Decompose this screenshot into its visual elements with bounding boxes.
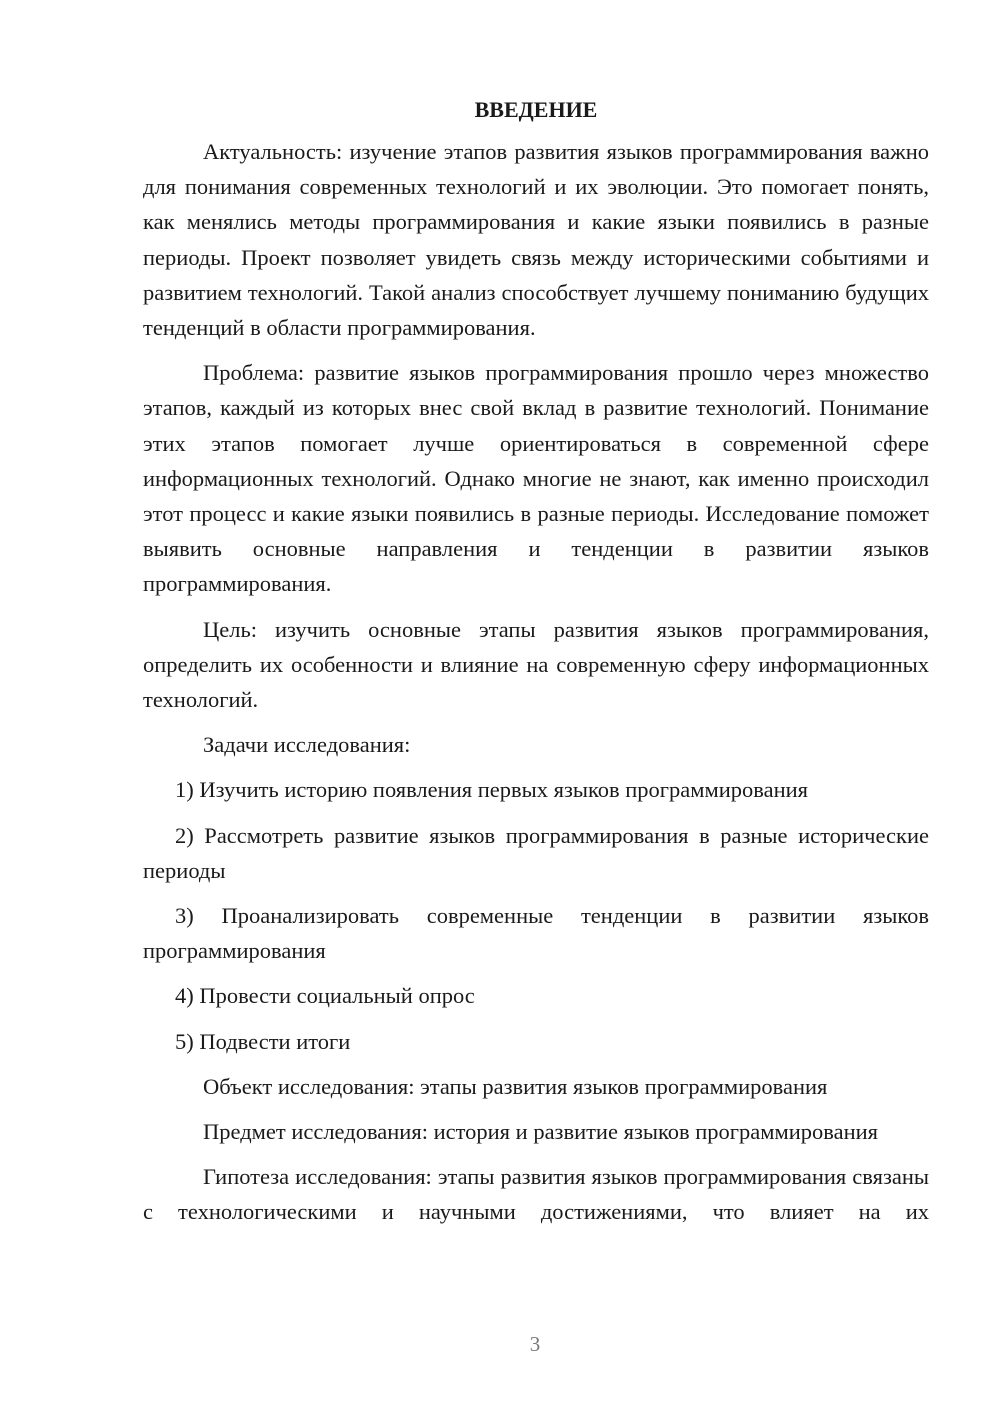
- task-item-3: 3) Проанализировать современные тенденции в развитии языков программирования: [143, 903, 929, 964]
- tasks-list: [143, 772, 929, 1058]
- task-item-1: 1) Изучить историю появления первых языков программирования: [175, 777, 809, 803]
- problem-paragraph: Проблема: развитие языков программирования прошло через множество этапов, каждый из которых внес свой вклад в развитие технологий. Понимание этих этапов помогает лучше ориентироваться в современной сфере информационных технологий. Однако многие не знают, как именно происходил этот процесс и какие языки появились в разные периоды. Исследование поможет выявить основные направления и тенденции в развитии языков программирования.: [143, 360, 929, 597]
- document-page: [143, 94, 929, 1230]
- hypothesis-paragraph: Гипотеза исследования: этапы развития языков программирования связаны с технологическими и научными достижениями, что влияет на их: [143, 1164, 929, 1225]
- relevance-paragraph: Актуальность: изучение этапов развития языков программирования важно для понимания современных технологий и их эволюции. Это помогает понять, как менялись методы программирования и какие языки появились в разные периоды. Проект позволяет увидеть связь между историческими событиями и развитием технологий. Такой анализ способствует лучшему пониманию будущих тенденций в области программирования.: [143, 139, 929, 341]
- section-heading: ВВЕДЕНИЕ: [474, 97, 598, 122]
- subject-paragraph: Предмет исследования: история и развитие языков программирования: [203, 1119, 878, 1145]
- page-number: 3: [529, 1332, 541, 1356]
- object-paragraph: Объект исследования: этапы развития языков программирования: [203, 1073, 828, 1099]
- task-item-2: 2) Рассмотреть развитие языков программирования в разные исторические периоды: [143, 822, 929, 883]
- goal-paragraph: Цель: изучить основные этапы развития языков программирования, определить их особенности и влияние на современную сферу информационных технологий.: [143, 616, 929, 713]
- task-item-5: 5) Подвести итоги: [175, 1028, 351, 1054]
- tasks-title: Задачи исследования:: [203, 732, 411, 758]
- task-item-4: 4) Провести социальный опрос: [175, 983, 475, 1009]
